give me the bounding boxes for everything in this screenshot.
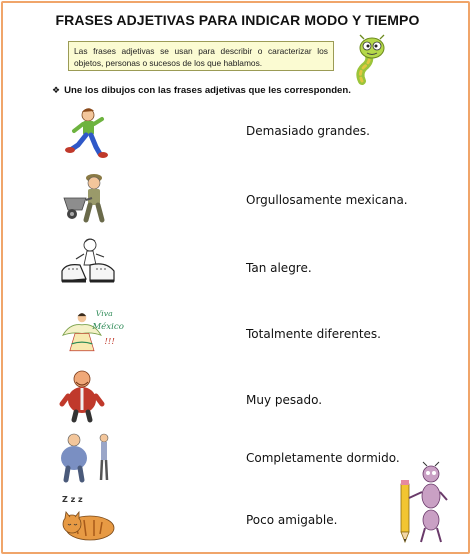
- two-men-icon: [56, 428, 120, 482]
- page-title: FRASES ADJETIVAS PARA INDICAR MODO Y TIEMPO: [55, 12, 420, 28]
- mexican-dancer-icon: [56, 303, 124, 357]
- zzz-text: Z z z: [62, 495, 83, 504]
- worker-wheelbarrow-icon: [56, 170, 120, 224]
- big-shoes-icon: [56, 235, 120, 289]
- phrase-3: Tan alegre.: [246, 261, 312, 275]
- phrase-7: Poco amigable.: [246, 513, 338, 527]
- running-boy-icon: [56, 105, 120, 159]
- worm-mascot-icon: [354, 35, 394, 83]
- phrase-1: Demasiado grandes.: [246, 124, 370, 138]
- viva-text: Viva: [95, 309, 113, 319]
- mexico-text: México: [92, 322, 124, 333]
- instruction: [52, 85, 351, 96]
- fat-man-icon: [56, 368, 120, 422]
- phrase-5: Muy pesado.: [246, 393, 323, 407]
- phrase-4: Totalmente diferentes.: [246, 327, 381, 341]
- phrase-2: Orgullosamente mexicana.: [246, 193, 408, 207]
- ant-with-pencil-icon: [395, 462, 455, 544]
- diamond-bullet-icon: ❖: [52, 85, 61, 95]
- sleeping-cat-icon: [56, 490, 120, 544]
- definition-box: Las frases adjetivas se usan para describir o caracterizar los objetos, personas o sucesos de los que hablamos.: [68, 41, 334, 71]
- phrase-6: Completamente dormido.: [246, 451, 400, 465]
- exclamation-text: !!!: [104, 336, 115, 347]
- instruction-text: Une los dibujos con las frases adjetivas que les corresponden.: [64, 85, 351, 96]
